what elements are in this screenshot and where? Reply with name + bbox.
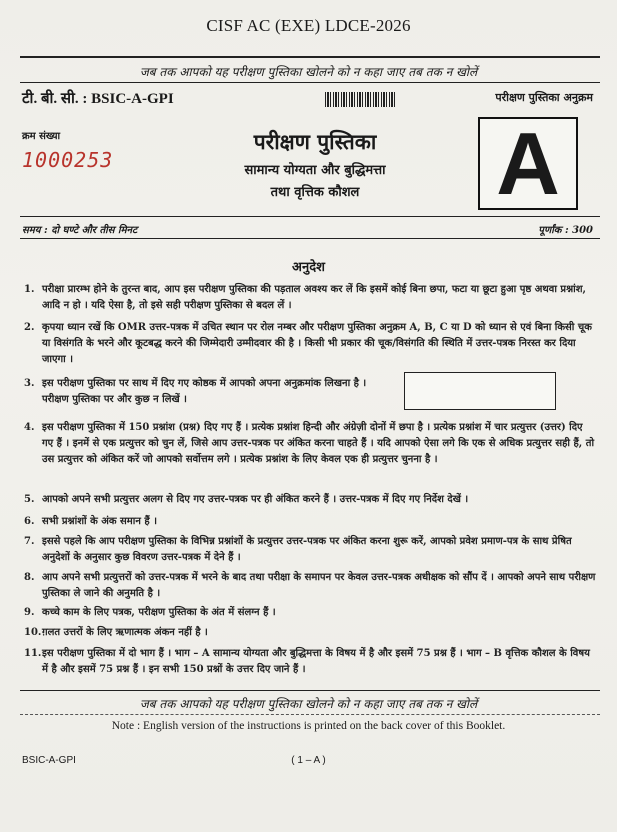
series-code: टी. बी. सी. : BSIC-A-GPI: [22, 91, 174, 107]
instruction-item: [24, 570, 596, 602]
instruction-number: 1.: [24, 284, 35, 295]
instruction-text: परीक्षा प्रारम्भ होने के तुरन्त बाद, आप इस परीक्षण पुस्तिका की पड़ताल अवश्य कर लें कि इसमें कोई बिना छपा, फटा या छूटा हुआ पृष्ठ अथवा प्रश्नांश, आदि न हो । यदि ऐसा है, तो इसे सही परीक्षण पुस्तिका से बदल लें ।: [42, 284, 587, 311]
instruction-number: 6.: [24, 516, 35, 527]
instruction-text: कच्चे काम के लिए पत्रक, परीक्षण पुस्तिका के अंत में संलग्न हैं ।: [42, 607, 276, 618]
instruction-item: [24, 282, 596, 314]
instruction-text: ग़लत उत्तरों के लिए ऋणात्मक अंकन नहीं है ।: [42, 627, 208, 638]
instruction-text: इससे पहले कि आप परीक्षण पुस्तिका के विभिन्न प्रश्नांशों के प्रत्युत्तर उत्तर-पत्रक पर अंकित करना शुरू करें, आपको प्रवेश प्रमाण-पत्र के साथ प्रेषित अनुदेशों के अनुसार कुछ विवरण उत्तर-पत्रक में देने हैं ।: [42, 536, 572, 563]
exam-title: CISF AC (EXE) LDCE-2026: [206, 16, 411, 35]
subject-line-2: तथा वृत्तिक कौशल: [270, 185, 360, 200]
instruction-text: आपको अपने सभी प्रत्युत्तर अलग से दिए गए उत्तर-पत्रक पर ही अंकित करने हैं । उत्तर-पत्रक में दिए गए निर्देश देखें ।: [42, 494, 469, 505]
instruction-number: 4.: [24, 422, 35, 433]
subject-line-1: सामान्य योग्यता और बुद्धिमत्ता: [244, 163, 386, 178]
meta-rule-top: [20, 216, 600, 217]
instruction-item: [24, 534, 596, 566]
instruction-number: 11.: [24, 648, 42, 659]
instruction-text: कृपया ध्यान रखें कि OMR उत्तर-पत्रक में उचित स्थान पर रोल नम्बर और परीक्षण पुस्तिका अनुक्रम A, B, C या D को ध्यान से एवं बिना किसी चूक या विसंगति के भरने और कूटबद्ध करने की जिम्मेदारी उम्मीदवार की है । किसी भी प्रकार की चूक/विसंगति की स्थिति में उत्तर-पत्रक निरस्त कर दिया जाएगा ।: [42, 322, 592, 365]
instruction-number: 8.: [24, 572, 35, 583]
instruction-item: [24, 605, 596, 621]
top-rule: [20, 56, 600, 58]
roll-number-box[interactable]: [404, 372, 556, 410]
max-marks: पूर्णांक : 300: [538, 225, 593, 236]
warning-bottom: जब तक आपको यह परीक्षण पुस्तिका खोलने को न कहा जाए तब तक न खोलें: [139, 697, 478, 711]
instruction-text: इस परीक्षण पुस्तिका पर साथ में दिए गए कोष्ठक में आपको अपना अनुक्रमांक लिखना है । परीक्षण पुस्तिका पर और कुछ न लिखें ।: [42, 378, 367, 405]
footer-rule-top: [20, 690, 600, 691]
series-letter-box: [478, 113, 578, 213]
serial-number: 1000253: [22, 148, 114, 172]
instruction-number: 3.: [24, 378, 35, 389]
instruction-number: 7.: [24, 536, 35, 547]
exam-time: समय : दो घण्टे और तीस मिनट: [22, 225, 138, 236]
page-number: ( 1 – A ): [291, 755, 326, 766]
instruction-item: [24, 320, 596, 368]
meta-rule-bottom: [20, 238, 600, 239]
booklet-sequence-label: परीक्षण पुस्तिका अनुक्रम: [495, 91, 593, 104]
instruction-item: [24, 420, 596, 468]
english-note: Note : English version of the instructions is printed on the back cover of this Booklet.: [111, 720, 506, 732]
footer-rule-dashed: [20, 714, 600, 715]
footer-code: BSIC-A-GPI: [22, 755, 76, 766]
instruction-text: सभी प्रश्नांशों के अंक समान हैं ।: [42, 516, 157, 527]
booklet-title: परीक्षण पुस्तिका: [253, 129, 377, 154]
instruction-number: 2.: [24, 322, 35, 333]
instruction-number: 9.: [24, 607, 35, 618]
serial-label: क्रम संख्या: [22, 131, 61, 142]
instruction-item: [24, 646, 596, 678]
instruction-text: इस परीक्षण पुस्तिका में दो भाग हैं । भाग – A सामान्य योग्यता और बुद्धिमत्ता के विषय में है और इसमें 75 प्रश्न हैं । भाग – B वृत्तिक कौशल के विषय में है और इसमें 75 प्रश्न हैं । इन सभी 150 प्रश्नों के उत्तर दिए जाने हैं ।: [42, 648, 590, 675]
series-letter: A: [496, 113, 560, 213]
instruction-item: [24, 492, 596, 508]
instruction-item: [24, 514, 596, 530]
instruction-text: आप अपने सभी प्रत्युत्तरों को उत्तर-पत्रक में भरने के बाद तथा परीक्षा के समापन पर केवल उत्तर-पत्रक अधीक्षक को सौंप दें । आपको अपने साथ परीक्षण पुस्तिका ले जाने की अनुमति है ।: [42, 572, 596, 599]
header-rule: [20, 82, 600, 83]
barcode: [325, 92, 397, 107]
instruction-number: 10.: [24, 627, 42, 638]
instruction-item: [24, 625, 596, 641]
instruction-item: [24, 376, 396, 408]
instructions-heading: अनुदेश: [292, 260, 325, 275]
instruction-text: इस परीक्षण पुस्तिका में 150 प्रश्नांश (प्रश्न) दिए गए हैं । प्रत्येक प्रश्नांश हिन्दी और अंग्रेज़ी दोनों में छपा है । प्रत्येक प्रश्नांश में चार प्रत्युत्तर (उत्तर) दिए गए हैं । इनमें से एक प्रत्युत्तर को चुन लें, जिसे आप उत्तर-पत्रक पर अंकित करना चाहते हैं । यदि आपको ऐसा लगे कि एक से अधिक प्रत्युत्तर सही हैं, तो उस प्रत्युत्तर को अंकित करें जो आपको सर्वोत्तम लगे । प्रत्येक प्रश्नांश के लिए केवल एक ही प्रत्युत्तर चुनना है ।: [42, 422, 595, 465]
warning-top: जब तक आपको यह परीक्षण पुस्तिका खोलने को न कहा जाए तब तक न खोलें: [139, 65, 478, 79]
instruction-number: 5.: [24, 494, 35, 505]
